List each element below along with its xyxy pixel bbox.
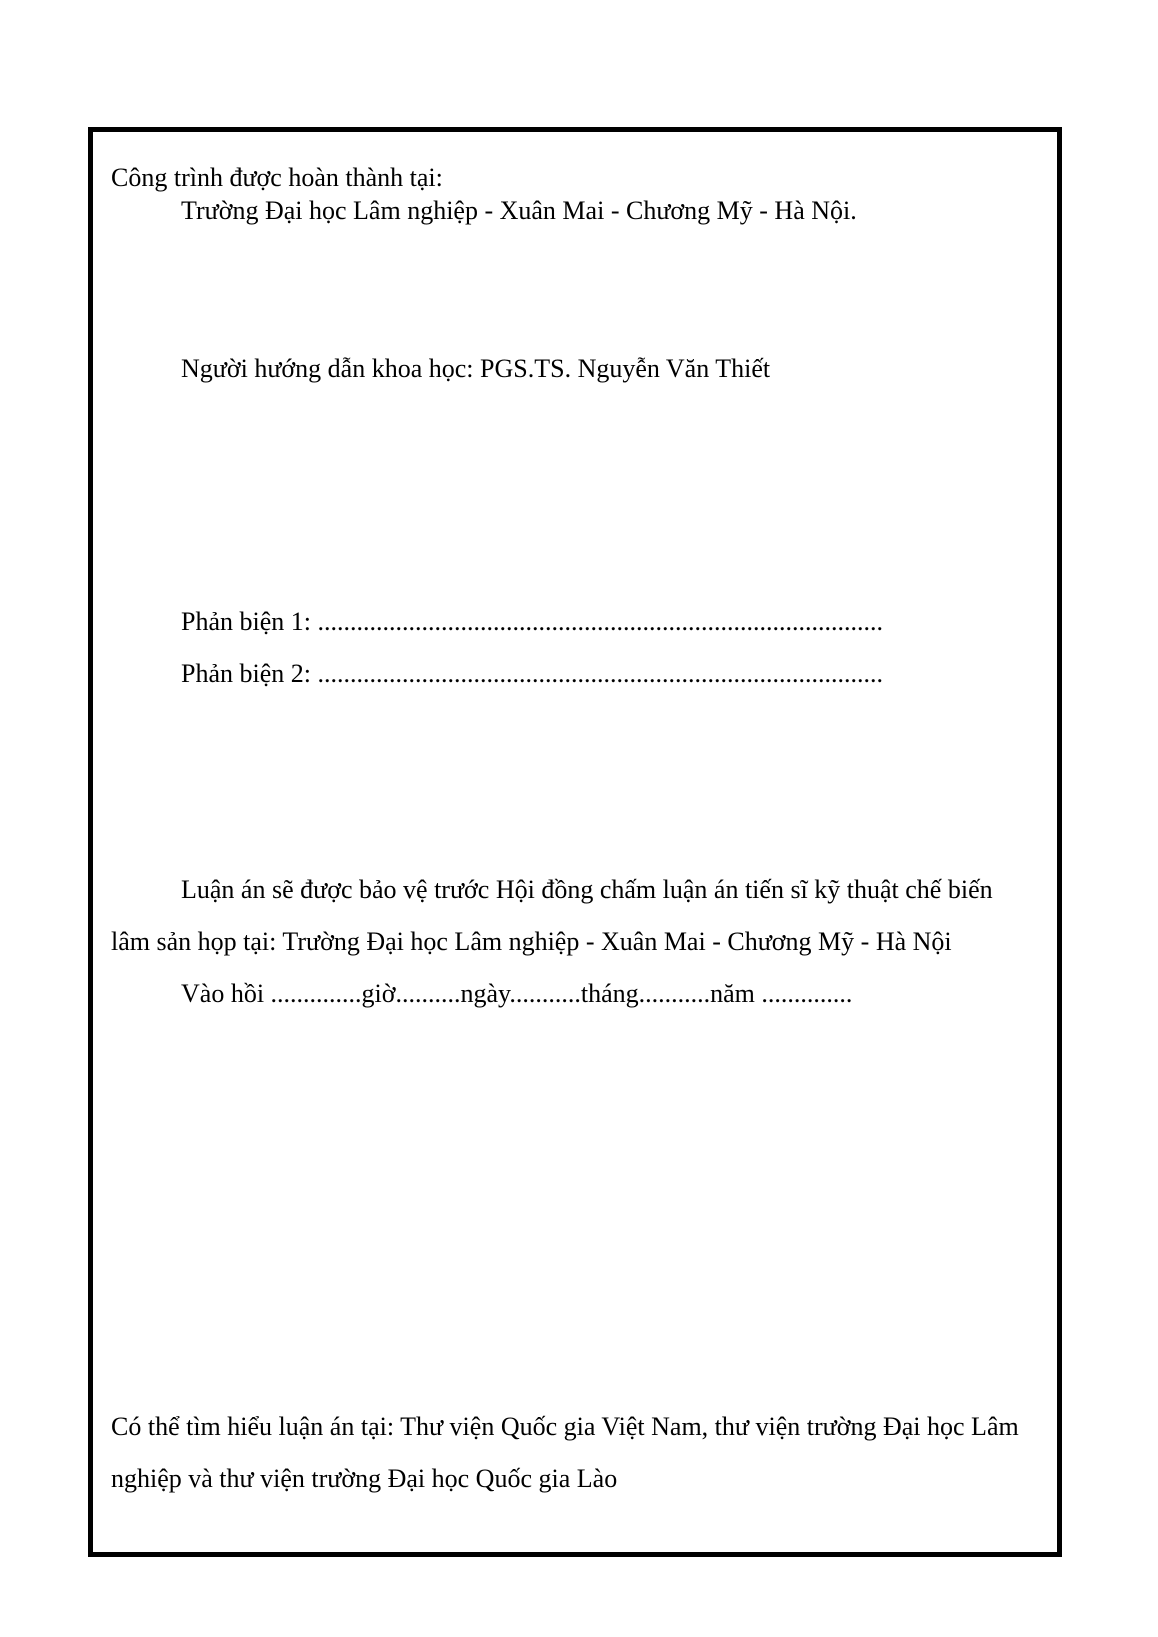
reviewer-2-line: Phản biện 2: .......................................................................................	[181, 659, 883, 688]
completed-at-place: Trường Đại học Lâm nghiệp - Xuân Mai - Chương Mỹ - Hà Nội.	[181, 196, 857, 225]
page-border	[88, 127, 1062, 1557]
defense-statement-line-2: lâm sản họp tại: Trường Đại học Lâm nghiệp - Xuân Mai - Chương Mỹ - Hà Nội	[111, 927, 952, 956]
completed-at-label: Công trình được hoàn thành tại:	[111, 163, 443, 192]
supervisor-line: Người hướng dẫn khoa học: PGS.TS. Nguyễn Văn Thiết	[181, 354, 771, 383]
defense-statement-line-1: Luận án sẽ được bảo vệ trước Hội đồng chấm luận án tiến sĩ kỹ thuật chế biến	[181, 875, 993, 904]
library-line-2: nghiệp và thư viện trường Đại học Quốc gia Lào	[111, 1464, 618, 1493]
defense-time-line: Vào hồi ..............giờ..........ngày...........tháng...........năm ..............	[181, 979, 853, 1008]
reviewer-1-line: Phản biện 1: .......................................................................................	[181, 607, 883, 636]
library-line-1: Có thể tìm hiểu luận án tại: Thư viện Quốc gia Việt Nam, thư viện trường Đại học Lâm	[111, 1412, 1019, 1441]
